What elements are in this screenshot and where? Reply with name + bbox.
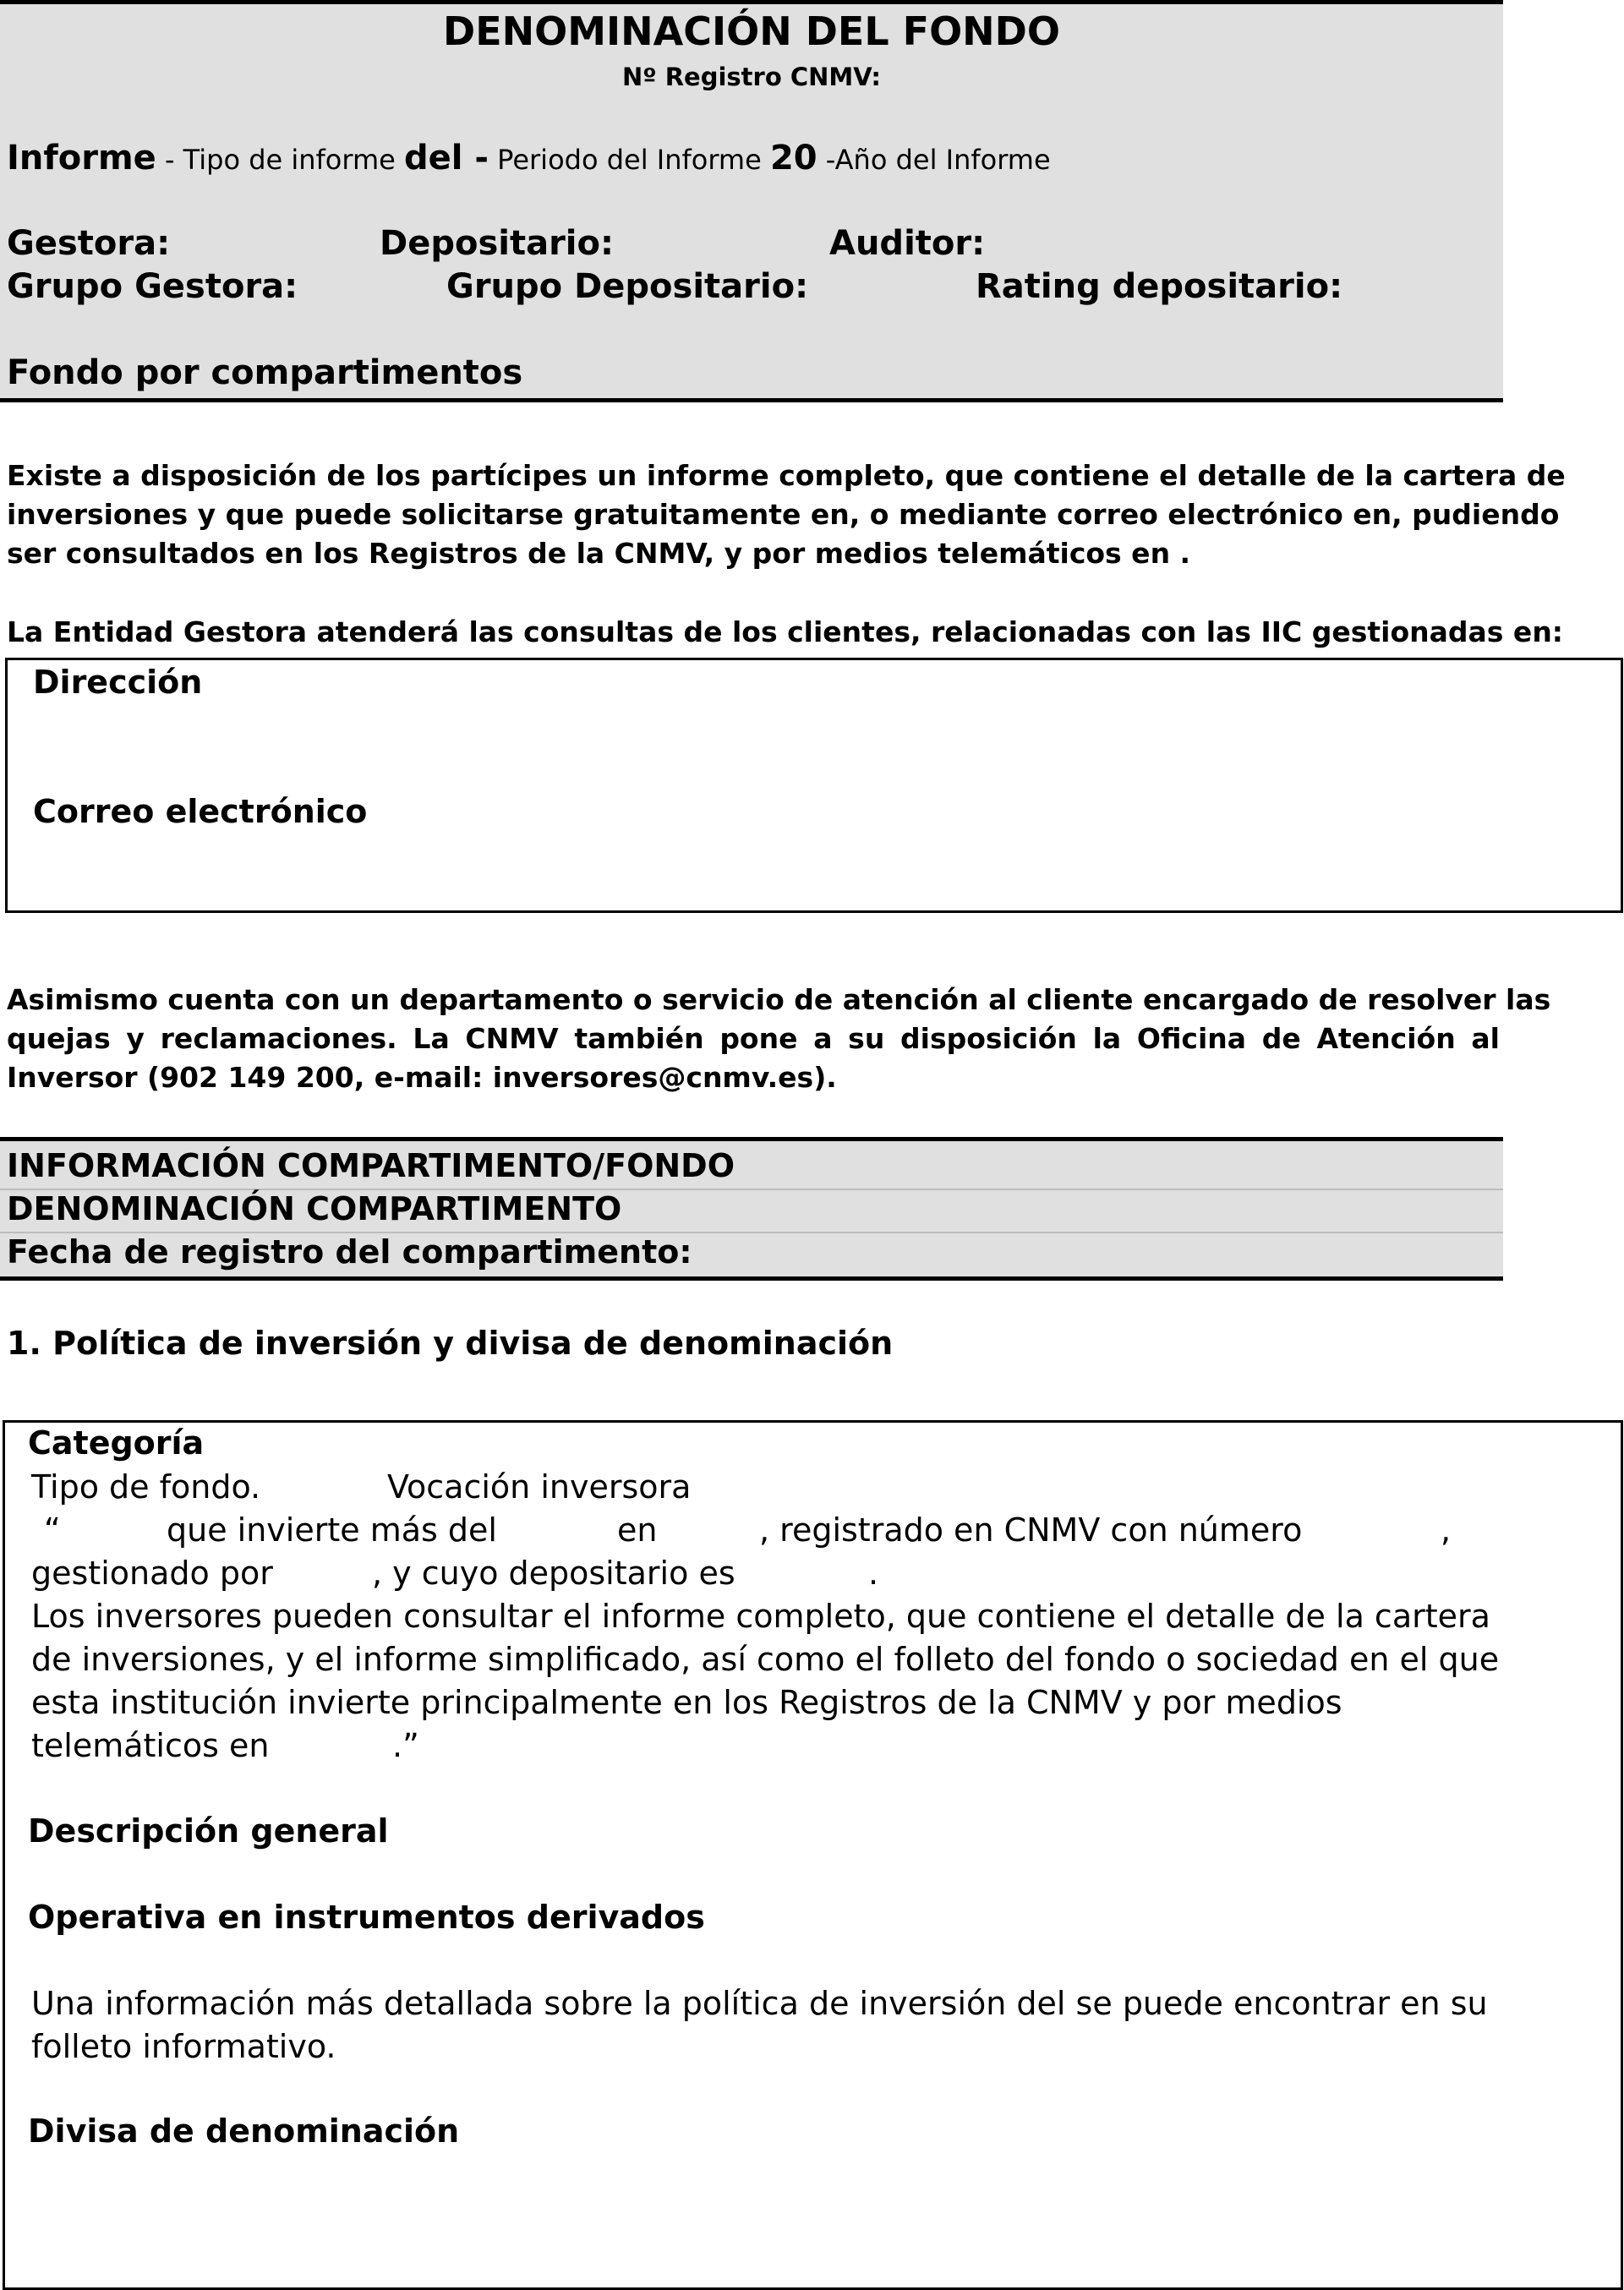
fondo-compartimentos-label: Fondo por compartimentos [7,353,523,392]
descripcion-label: Descripción general [28,1812,389,1850]
correo-label: Correo electrónico [33,793,368,830]
comma-text: , [1441,1511,1452,1549]
depositario-es-text: , y cuyo depositario es [372,1555,735,1592]
fund-header [0,0,1503,402]
tipo-fondo-text: Tipo de fondo. [31,1468,261,1506]
quote-open: “ [44,1511,61,1549]
informe-completo-paragraph [7,456,1566,573]
inversores-line: esta institución invierte principalmente en los Registros de la CNMV y por medios [31,1684,1342,1721]
tipo-informe: - Tipo de informe [156,144,404,176]
contact-box [5,658,1623,913]
quote-close: .” [392,1727,419,1764]
mas-info-line: folleto informativo. [31,2028,336,2065]
section1-heading: 1. Política de inversión y divisa de denominación [7,1325,894,1362]
mas-info-line: Una información más detallada sobre la política de inversión del se puede encontrar en su [31,1985,1488,2022]
operativa-label: Operativa en instrumentos derivados [28,1899,705,1936]
gestionado-text: gestionado por [31,1555,273,1592]
consultas-text: La Entidad Gestora atenderá las consultas de los clientes, relacionadas con las IIC gestionadas en: [7,615,1564,648]
informe-label: Informe [7,139,156,178]
paragraph-line: quejas y reclamaciones. La CNMV también pone a su disposición la Oficina de Atención al [7,1022,1500,1055]
invierte-text: que invierte más del [167,1511,497,1549]
telematicos-text: telemáticos en [31,1727,270,1764]
paragraph-line: inversiones y que puede solicitarse gratuitamente en, o mediante correo electrónico en, pudiendo [7,498,1560,531]
grupo-gestora-label: Grupo Gestora: [7,267,298,306]
rating-depositario-label: Rating depositario: [976,267,1343,306]
auditor-label: Auditor: [829,224,986,263]
anio-informe: -Año del Informe [817,144,1051,176]
grupo-depositario-label: Grupo Depositario: [446,267,809,306]
inversores-line: Los inversores pueden consultar el informe completo, que contiene el detalle de la cartera [31,1598,1490,1635]
fund-title: DENOMINACIÓN DEL FONDO [443,8,1060,54]
vocacion-text: Vocación inversora [387,1468,692,1506]
paragraph-line: Existe a disposición de los partícipes un informe completo, que contiene el detalle de la cartera de [7,459,1566,492]
inversores-line: de inversiones, y el informe simplificado, así como el folleto del fondo o sociedad en el que [31,1641,1500,1678]
paragraph-line: Inversor (902 149 200, e-mail: inversores@cnmv.es). [7,1061,837,1094]
del-label: del - [404,139,489,178]
paragraph-line: Asimismo cuenta con un departamento o servicio de atención al cliente encargado de resolver las [7,983,1551,1016]
periodo-informe: Periodo del Informe [489,144,770,176]
informacion-compartimento: INFORMACIÓN COMPARTIMENTO/FONDO [7,1147,735,1184]
consultas-line [7,613,1564,652]
categoria-label: Categoría [28,1424,205,1462]
registrado-text: , registrado en CNMV con número [759,1511,1303,1549]
fecha-registro-compartimento: Fecha de registro del compartimento: [7,1233,692,1271]
policy-box [3,1420,1623,2290]
denominacion-compartimento: DENOMINACIÓN COMPARTIMENTO [7,1190,622,1227]
en-text: en [617,1511,658,1549]
informe-line [7,139,1051,178]
anio-prefix: 20 [769,139,817,178]
gestora-label: Gestora: [7,224,171,263]
paragraph-line: ser consultados en los Registros de la CNMV, y por medios telemáticos en . [7,537,1191,570]
registro-cnmv: Nº Registro CNMV: [621,63,881,91]
asimismo-paragraph [7,981,1551,1097]
direccion-label: Dirección [33,664,203,701]
divisa-label: Divisa de denominación [28,2112,460,2150]
dot-text: . [868,1555,879,1592]
compartimento-section [0,1137,1503,1281]
depositario-label: Depositario: [380,224,614,263]
